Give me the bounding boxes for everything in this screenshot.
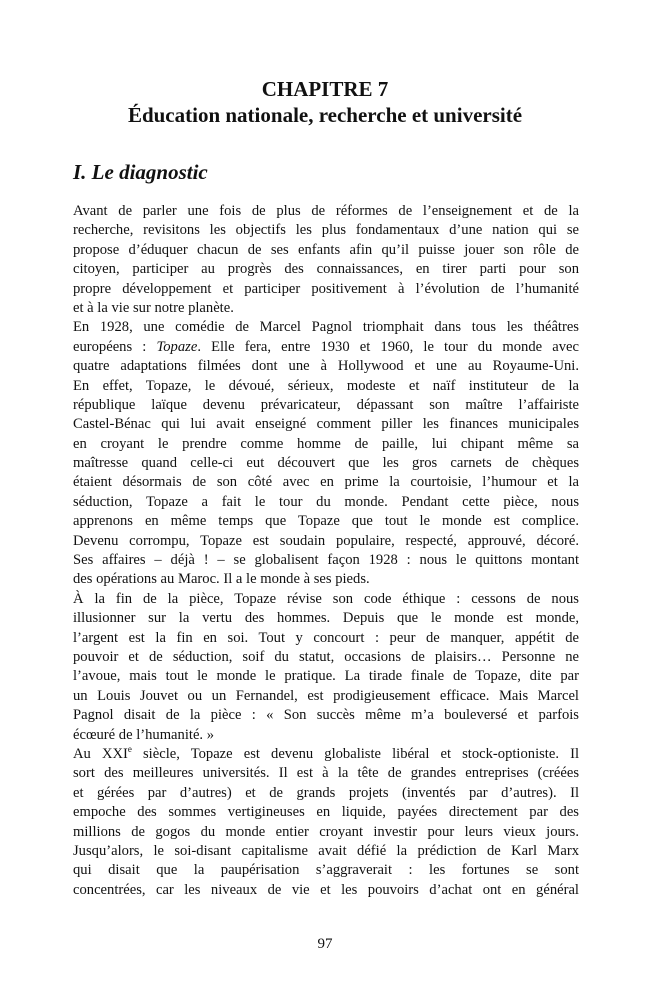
section-title: I. Le diagnostic — [73, 160, 208, 184]
chapter-number: CHAPITRE 7 — [261, 77, 389, 101]
text-line: propose d’éduquer chacun de ses enfants afin qu’il puisse jouer son rôle de — [73, 241, 579, 258]
text-segment: Au — [73, 745, 91, 762]
page-number: 97 — [317, 936, 333, 952]
text-line: propre développement et participer positivement à l’évolution de l’humanité — [73, 280, 579, 297]
text-line: En 1928, une comédie de Marcel Pagnol triomphait dans tous les théâtres — [73, 319, 579, 336]
text-line: séduction, Topaze a fait le tour du monde. Pendant cette pièce, nous — [73, 493, 579, 510]
text-line: en croyant le prendre comme homme de paille, lui chipant même sa — [73, 435, 579, 452]
text-line: étaient désormais de son côté avec en prime la courtoisie, l’humour et la — [73, 474, 579, 491]
text-line: et à la vie sur notre planète. — [73, 299, 234, 316]
text-line: À la fin de la pièce, Topaze révise son code éthique : cessons de nous — [73, 590, 579, 607]
superscript: e — [127, 744, 132, 755]
chapter-heading — [0, 76, 650, 128]
text-line: des opérations au Maroc. Il a le monde à ses pieds. — [73, 571, 370, 588]
text-line: Pagnol disait de la pièce : « Son succès même m’a bouleversé et parfois — [73, 707, 579, 724]
chapter-title: Éducation nationale, recherche et université — [127, 103, 523, 127]
text-line: empoche des sommes vertigineuses en liquide, payées directement par des — [73, 804, 579, 821]
text-segment: européens : — [73, 338, 147, 355]
text-line: recherche, revisitons les objectifs les plus fondamentaux d’une nation qui se — [73, 222, 579, 239]
text-line: écœuré de l’humanité. » — [73, 726, 215, 743]
text-line: Avant de parler une fois de plus de réformes de l’enseignement et de la — [73, 203, 579, 219]
text-line: Castel-Bénac qui lui avait enseigné comment piller les finances municipales — [73, 416, 579, 433]
text-segment: . Elle fera, entre 1930 et 1960, le tour du monde avec — [197, 338, 579, 355]
text-line: En effet, Topaze, le dévoué, sérieux, modeste et naïf instituteur de la — [73, 377, 579, 394]
text-line: république laïque devenu prévaricateur, dépassant son maître l’affairiste — [73, 396, 579, 413]
text-line: Jusqu’alors, le soi-disant capitalisme avait défié la prédiction de Karl Marx — [73, 842, 579, 859]
text-line — [73, 338, 579, 357]
text-line: concentrées, car les niveaux de vie et les pouvoirs d’achat ont en général — [73, 881, 579, 898]
text-line: l’argent est la fin en soi. Tout y concourt : peur de manquer, appétit de — [73, 629, 579, 646]
text-line — [73, 745, 579, 764]
text-line: l’avoue, mais tout le monde le pratique. La tirade finale de Topaze, dite par — [73, 668, 579, 685]
text-line: Ses affaires – déjà ! – se globalisent façon 1928 : nous le quittons montant — [73, 552, 579, 569]
play-title: Topaze — [156, 338, 198, 355]
text-line: et gérées par d’autres) et de grands projets (inventés par d’autres). Il — [73, 784, 579, 801]
text-line: maîtresse quand celle-ci eut découvert que les gros carnets de chèques — [73, 455, 579, 472]
text-line: millions de gogos du monde entier croyant investir pour leurs vieux jours. — [73, 823, 579, 840]
text-line: un Louis Jouvet ou un Fernandel, est prodigieusement efficace. Mais Marcel — [73, 687, 579, 704]
text-line: apprenons en même temps que Topaze que tout le monde est complice. — [73, 513, 579, 530]
text-line: qui disait que la paupérisation s’aggraverait : les fortunes se sont — [73, 862, 579, 879]
text-line: quatre adaptations filmées dont une à Hollywood et une au Royaume-Uni. — [73, 358, 579, 375]
text-line: illusionner sur la vertu des hommes. Depuis que le monde est monde, — [73, 610, 579, 627]
body-text — [73, 202, 579, 900]
text-line: citoyen, participer au progrès des connaissances, en tirer parti pour son — [73, 261, 579, 278]
text-segment: siècle, Topaze est devenu globaliste libéral et stock-optioniste. Il — [131, 745, 579, 762]
text-line: pouvoir et de séduction, soif du statut, occasions de plaisirs… Personne ne — [73, 648, 579, 665]
century-numeral: XXI — [101, 745, 128, 762]
text-line: sort des meilleures universités. Il est à la tête de grandes entreprises (créées — [73, 765, 579, 782]
text-line: Devenu corrompu, Topaze est soudain populaire, respecté, approuvé, décoré. — [73, 532, 579, 549]
